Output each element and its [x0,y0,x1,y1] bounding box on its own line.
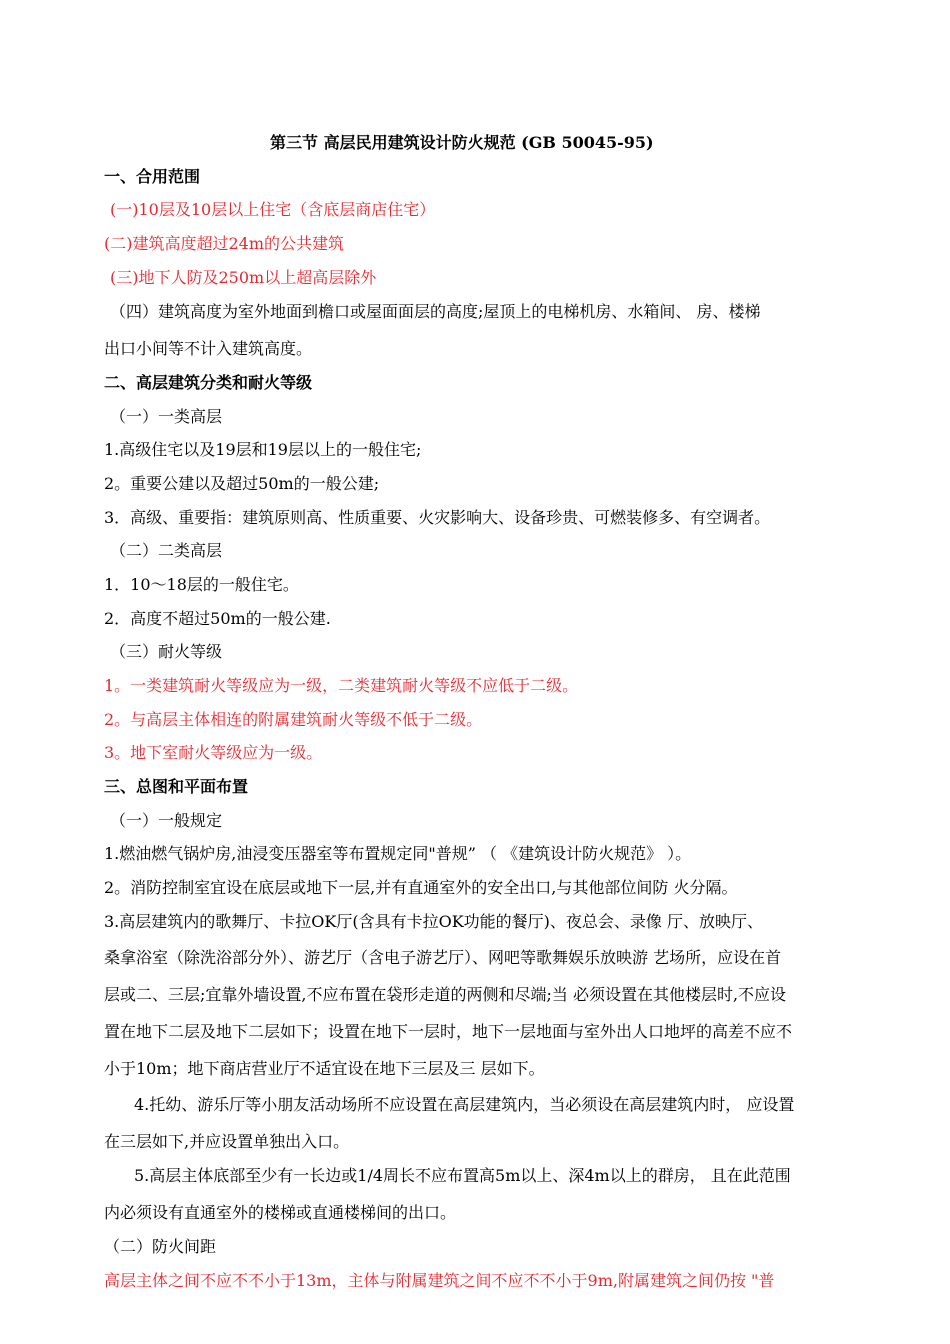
heading-classification: 二、高层建筑分类和耐火等级 [104,373,313,392]
class-two-item-2: 2．高度不超过50m的一般公建. [104,609,331,628]
fire-rating-item-1: 1。一类建筑耐火等级应为一级，二类建筑耐火等级不应低于二级。 [104,676,579,695]
general-rule-1: 1.燃油燃气锅炉房,油浸变压器室等布置规定同"普规” （ 《建筑设计防火规范》 ）。 [104,844,692,863]
general-rule-5-cont: 内必须设有直通室外的楼梯或直通楼梯间的出口。 [104,1203,457,1222]
fire-rating-item-2: 2。与高层主体相连的附属建筑耐火等级不低于二级。 [104,710,483,729]
heading-site-plan: 三、总图和平面布置 [104,777,249,796]
general-rule-4: 4.托幼、游乐厅等小朋友活动场所不应设置在高层建筑内，当必须设在高层建筑内时， 应设置 [134,1095,795,1114]
class-one-heading: （一）一类高层 [110,407,223,426]
class-two-heading: （二）二类高层 [110,541,223,560]
scope-item-3: (三)地下人防及250m以上超高层除外 [110,268,377,287]
scope-item-1: (一)10层及10层以上住宅（含底层商店住宅） [110,200,436,219]
class-one-item-3: 3．高级、重要指：建筑原则高、性质重要、火灾影响大、设备珍贵、可燃装修多、有空调者。 [104,508,771,527]
general-rule-5: 5.高层主体底部至少有一长边或1/4周长不应布置高5m以上、深4m以上的群房， 且在此范围 [134,1166,791,1185]
general-rule-3-cont-3: 置在地下二层及地下二层如下；设置在地下一层时，地下一层地面与室外出人口地坪的高差不应不 [104,1022,793,1041]
fire-rating-item-3: 3。地下室耐火等级应为一级。 [104,743,323,762]
general-rules-heading: （一）一般规定 [110,811,223,830]
general-rule-3: 3.高层建筑内的歌舞厅、卡拉OK厅(含具有卡拉OK功能的餐厅)、夜总会、录像 厅、放映厅、 [104,912,763,931]
fire-spacing-heading: （二）防火间距 [104,1237,217,1256]
general-rule-2: 2。消防控制室宜设在底层或地下一层,并有直通室外的安全出口,与其他部位间防 火分隔。 [104,878,738,897]
scope-item-4-cont: 出口小间等不计入建筑高度。 [104,339,313,358]
section-title: 第三节 高层民用建筑设计防火规范 (GB 50045-95) [270,133,654,152]
class-two-item-1: 1．10～18层的一般住宅。 [104,575,299,594]
scope-item-2: (二)建筑高度超过24m的公共建筑 [104,234,345,253]
general-rule-3-cont-2: 层或二、三层;宜靠外墙设置,不应布置在袋形走道的两侧和尽端;当 必须设置在其他楼层时,不应设 [104,985,787,1004]
class-one-item-2: 2。重要公建以及超过50m的一般公建; [104,474,380,493]
general-rule-3-cont-1: 桑拿浴室（除洗浴部分外）、游艺厅（含电子游艺厅）、网吧等歌舞娱乐放映游 艺场所，应设在首 [104,948,782,967]
scope-item-4: （四）建筑高度为室外地面到檐口或屋面面层的高度;屋顶上的电梯机房、水箱间、 房、楼梯 [110,302,761,321]
fire-rating-heading: （三）耐火等级 [110,642,223,661]
general-rule-4-cont: 在三层如下,并应设置单独出入口。 [104,1132,350,1151]
fire-spacing-text: 高层主体之间不应不不小于13m，主体与附属建筑之间不应不不小于9m,附属建筑之间仍按 "普 [104,1271,775,1290]
general-rule-3-cont-4: 小于10m；地下商店营业厅不适宜设在地下三层及三 层如下。 [104,1059,545,1078]
heading-scope: 一、合用范围 [104,167,201,186]
class-one-item-1: 1.高级住宅以及19层和19层以上的一般住宅; [104,440,422,459]
